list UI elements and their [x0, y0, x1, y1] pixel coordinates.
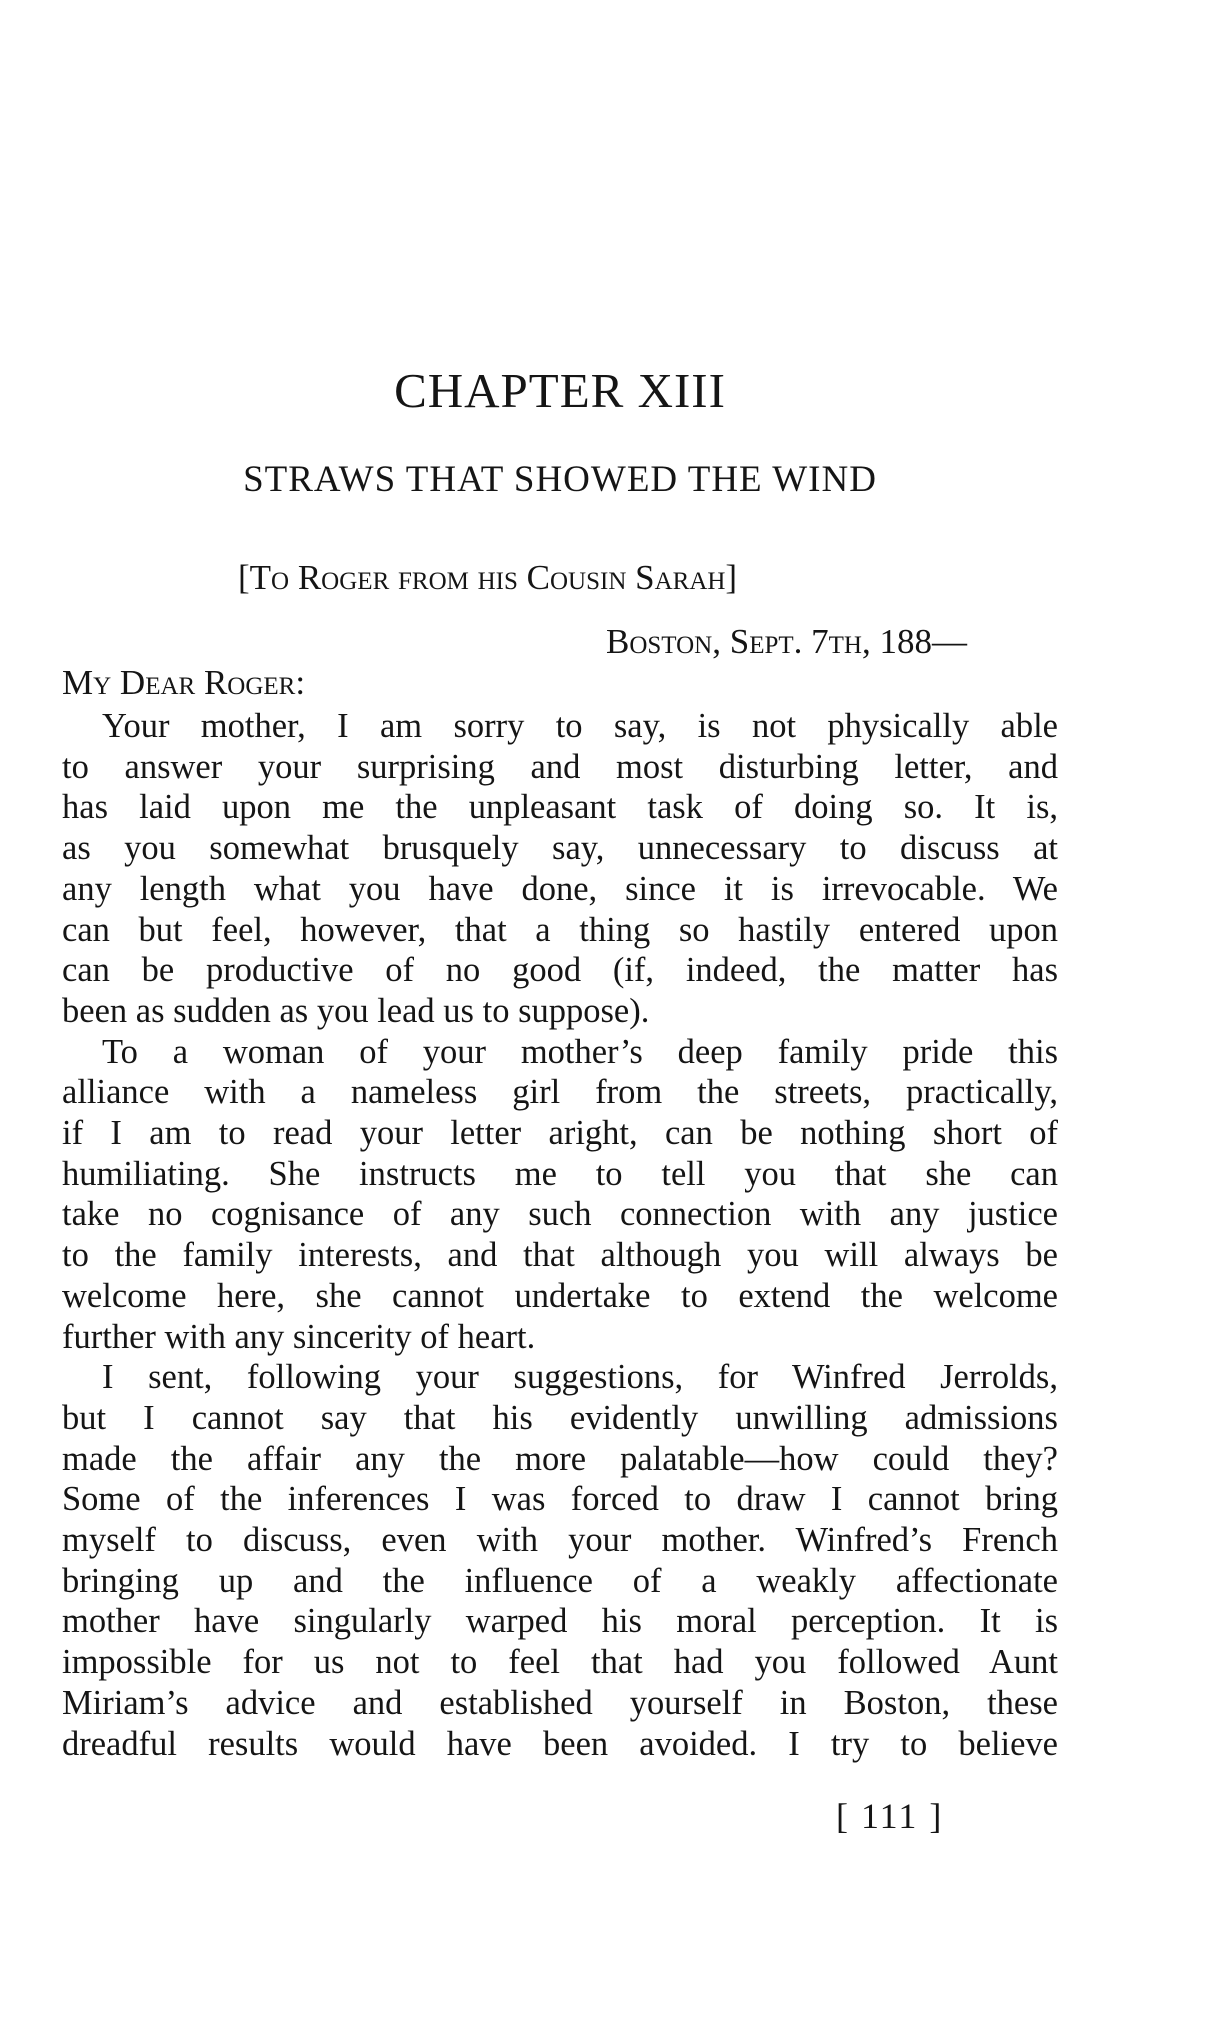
letter-salutation: My Dear Roger: [62, 663, 306, 702]
text-line: Miriam’s advice and established yourself in Boston, these [62, 1683, 1058, 1722]
text-line: can but feel, however, that a thing so hastily entered upon [62, 910, 1058, 949]
text-line: To a woman of your mother’s deep family pride this [102, 1032, 1058, 1071]
text-line: any length what you have done, since it is irrevocable. We [62, 869, 1058, 908]
text-line: take no cognisance of any such connection with any justice [62, 1195, 1058, 1234]
letter-place-date-text: Boston, Sept. 7th, 188— [606, 622, 967, 661]
chapter-subtitle: STRAWS THAT SHOWED THE WIND [243, 459, 877, 500]
letter-body [62, 706, 1058, 1764]
text-line: made the affair any the more palatable—how could they? [62, 1439, 1058, 1478]
text-line: humiliating. She instructs me to tell you that she can [62, 1154, 1058, 1193]
text-line: bringing up and the influence of a weakly affectionate [62, 1561, 1058, 1600]
page-number: [ 111 ] [836, 1796, 944, 1836]
text-line: dreadful results would have been avoided. I try to believe [62, 1724, 1058, 1763]
text-line: welcome here, she cannot undertake to extend the welcome [62, 1276, 1058, 1315]
text-line: impossible for us not to feel that had you followed Aunt [62, 1643, 1058, 1682]
text-line: alliance with a nameless girl from the streets, practically, [62, 1073, 1058, 1112]
chapter-title: CHAPTER XIII [394, 363, 726, 418]
text-line: myself to discuss, even with your mother. Winfred’s French [62, 1521, 1058, 1560]
text-line: been as sudden as you lead us to suppose). [62, 991, 650, 1030]
text-line: if I am to read your letter aright, can be nothing short of [62, 1114, 1058, 1153]
text-line: has laid upon me the unpleasant task of doing so. It is, [62, 788, 1058, 827]
text-line: but I cannot say that his evidently unwilling admissions [62, 1398, 1058, 1437]
text-line: can be productive of no good (if, indeed, the matter has [62, 951, 1058, 990]
text-line: mother have singularly warped his moral perception. It is [62, 1602, 1058, 1641]
letter-place-date [606, 622, 967, 662]
letter-heading: [To Roger from his Cousin Sarah] [238, 558, 738, 597]
text-line: Your mother, I am sorry to say, is not physically able [102, 707, 1058, 745]
text-line: to answer your surprising and most disturbing letter, and [62, 747, 1058, 786]
text-line: to the family interests, and that although you will always be [62, 1236, 1058, 1275]
text-line: Some of the inferences I was forced to draw I cannot bring [62, 1480, 1058, 1519]
text-line: further with any sincerity of heart. [62, 1317, 536, 1356]
text-line: I sent, following your suggestions, for Winfred Jerrolds, [102, 1358, 1058, 1397]
text-line: as you somewhat brusquely say, unnecessary to discuss at [62, 829, 1058, 868]
